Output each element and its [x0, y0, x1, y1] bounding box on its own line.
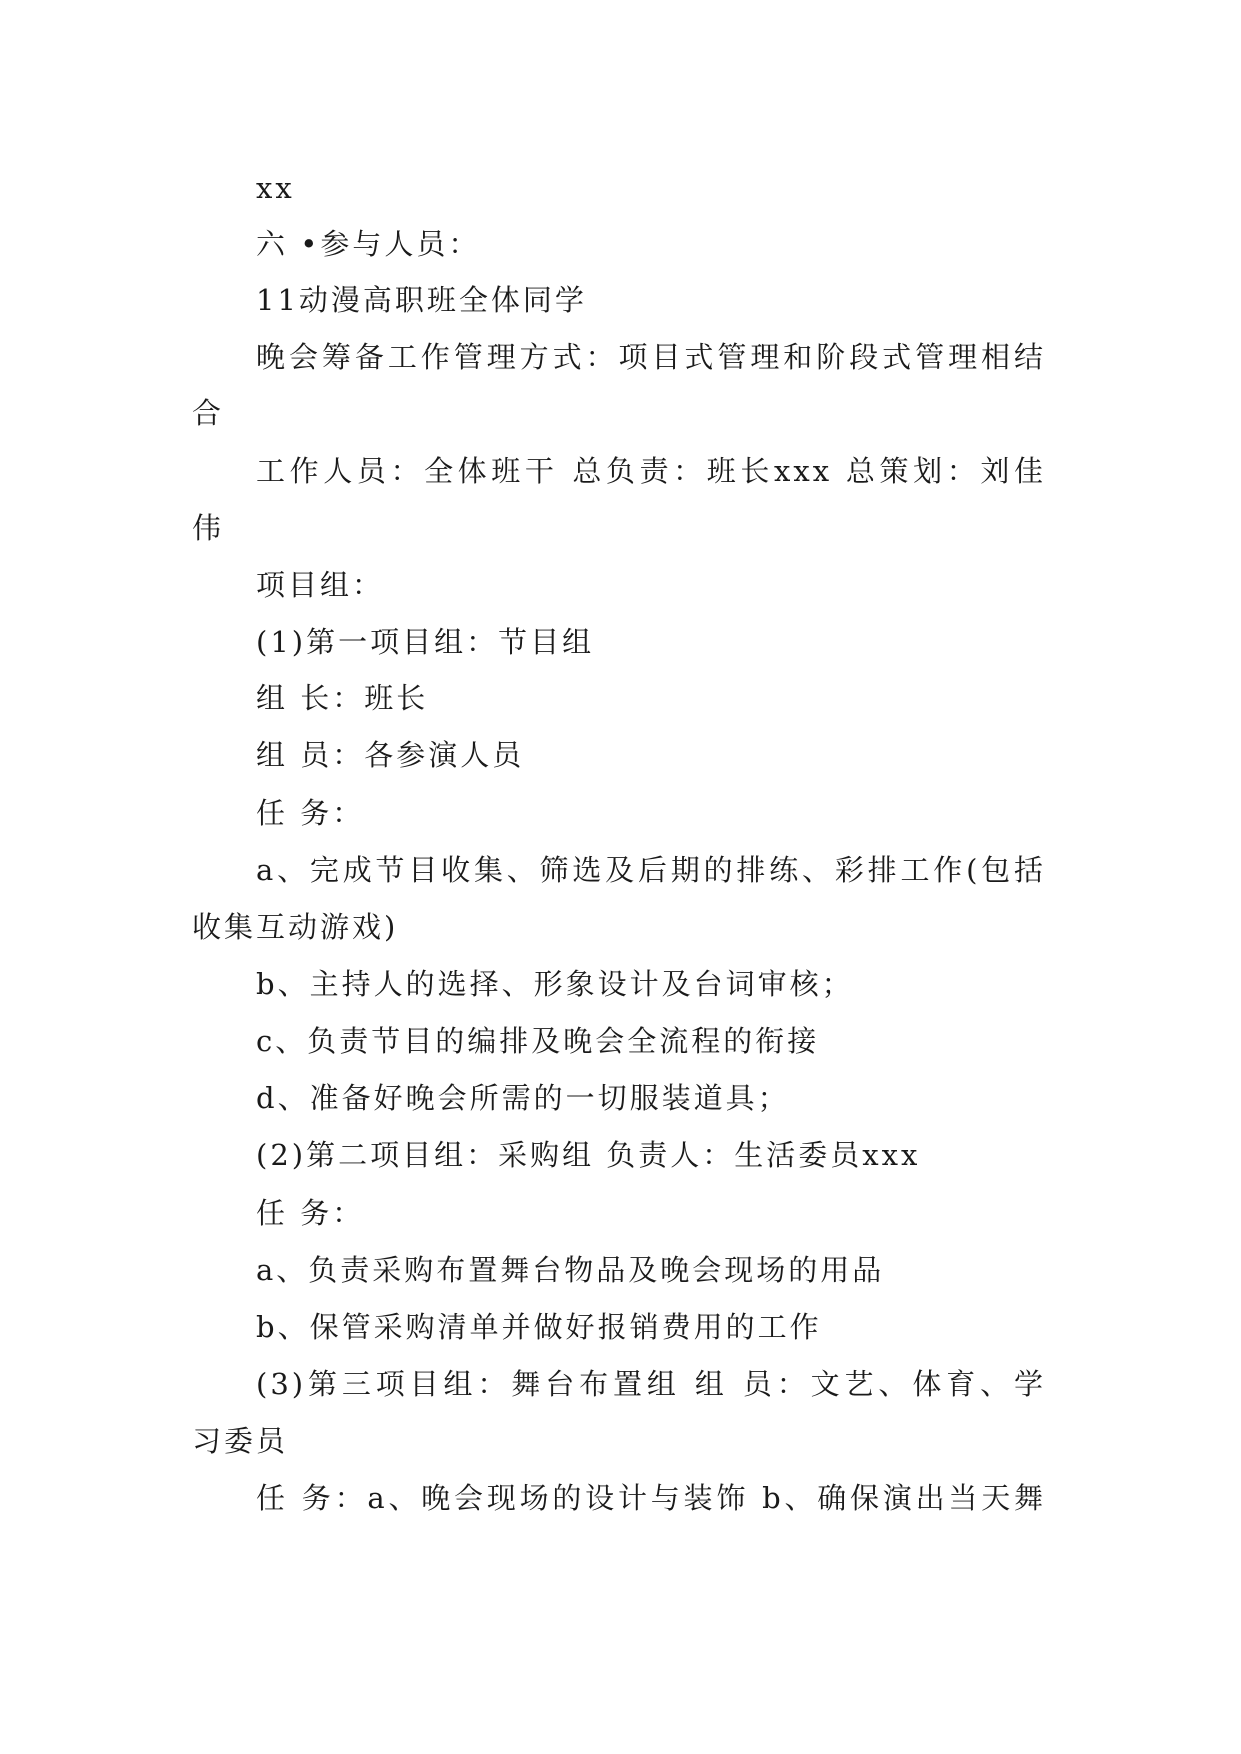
text-line: (3)第三项目组：舞台布置组 组 员：文艺、体育、学 [256, 1367, 1046, 1401]
text-line: 工作人员：全体班干 总负责：班长xxx 总策划：刘佳 [256, 454, 1046, 488]
section-heading-participants: 六 •参与人员： [256, 227, 481, 261]
text-line: a、完成节目收集、筛选及后期的排练、彩排工作(包括 [256, 853, 1046, 887]
text-line: a、负责采购布置舞台物品及晚会现场的用品 [256, 1253, 885, 1287]
text-line: (1)第一项目组：节目组 [256, 625, 595, 659]
text-line: (2)第二项目组：采购组 负责人：生活委员xxx [256, 1138, 921, 1172]
text-line: 收集互动游戏) [192, 910, 399, 944]
text-line: 项目组： [256, 568, 385, 602]
text-line: 伟 [192, 511, 225, 545]
text-line: 组 员：各参演人员 [256, 738, 525, 772]
text-line: d、准备好晚会所需的一切服装道具； [256, 1081, 790, 1115]
text-line: 11动漫高职班全体同学 [256, 283, 587, 317]
text-line: b、保管采购清单并做好报销费用的工作 [256, 1310, 822, 1344]
text-line: 合 [192, 396, 225, 430]
text-line: b、主持人的选择、形象设计及台词审核； [256, 967, 854, 1001]
text-line: 任 务： [256, 1196, 365, 1230]
text-line: xx [256, 171, 295, 205]
text-line: 晚会筹备工作管理方式：项目式管理和阶段式管理相结 [256, 340, 1046, 374]
text-line: 习委员 [192, 1424, 289, 1458]
text-line: c、负责节目的编排及晚会全流程的衔接 [256, 1024, 820, 1058]
text-line: 任 务：a、晚会现场的设计与装饰 b、确保演出当天舞 [256, 1481, 1046, 1515]
text-line: 组 长：班长 [256, 681, 429, 715]
text-line: 任 务： [256, 796, 365, 830]
